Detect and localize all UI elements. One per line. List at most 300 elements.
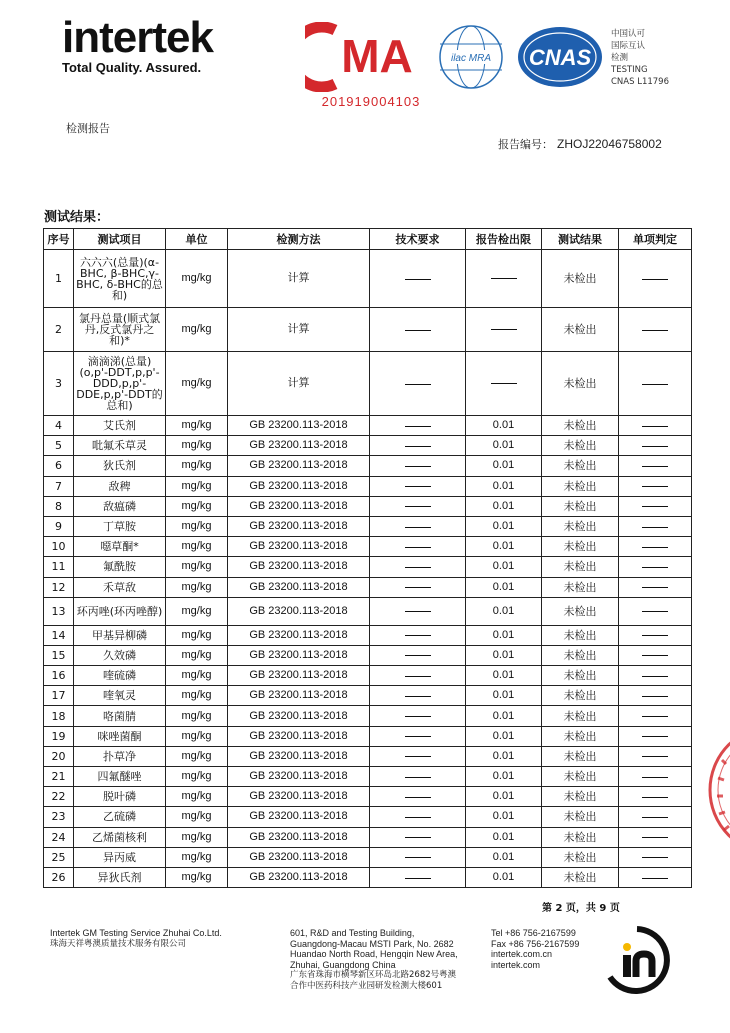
table-row — [44, 867, 692, 887]
cell-limit: 0.01 — [466, 436, 542, 456]
dash-mark — [642, 777, 668, 778]
cnas-info-line: 检测 — [611, 53, 629, 63]
cell-item: 滴滴涕(总量)(o,p'-DDT,p,p'-DDD,p,p'-DDE,p,p'-DDT的总和) — [74, 352, 166, 416]
logo-tagline: Total Quality. Assured. — [62, 60, 202, 75]
dash-mark — [405, 486, 431, 487]
cell-result: 未检出 — [542, 537, 619, 557]
dash-mark — [491, 278, 517, 279]
ilac-mra-mark — [438, 24, 504, 90]
dash-mark — [405, 426, 431, 427]
cell-method: GB 23200.113-2018 — [228, 787, 370, 807]
dash-mark — [405, 716, 431, 717]
cell-judgement — [619, 686, 692, 706]
cell-unit: mg/kg — [166, 706, 228, 726]
cell-method: GB 23200.113-2018 — [228, 516, 370, 536]
cell-unit: mg/kg — [166, 537, 228, 557]
cell-judgement — [619, 625, 692, 645]
table-row — [44, 625, 692, 645]
dash-mark — [642, 611, 668, 612]
table-row — [44, 476, 692, 496]
column-header: 单位 — [166, 229, 228, 250]
table-row — [44, 557, 692, 577]
cnas-info-line: 国际互认 — [611, 41, 646, 51]
table-row — [44, 577, 692, 597]
dash-mark — [642, 567, 668, 568]
cell-method: GB 23200.113-2018 — [228, 746, 370, 766]
page-indicator: 第 2 页，共 9 页 — [542, 903, 620, 914]
cell-limit: 0.01 — [466, 746, 542, 766]
dash-mark — [405, 736, 431, 737]
cell-judgement — [619, 436, 692, 456]
cell-unit: mg/kg — [166, 250, 228, 308]
cma-logo-icon — [305, 22, 437, 92]
cell-method: GB 23200.113-2018 — [228, 706, 370, 726]
dash-mark — [642, 384, 668, 385]
cell-result: 未检出 — [542, 516, 619, 536]
column-header: 报告检出限 — [466, 229, 542, 250]
cell-result: 未检出 — [542, 767, 619, 787]
cell-requirement — [370, 352, 466, 416]
cell-unit: mg/kg — [166, 767, 228, 787]
cell-item: 喹硫磷 — [74, 666, 166, 686]
cell-item: 乙硫磷 — [74, 807, 166, 827]
column-header: 序号 — [44, 229, 74, 250]
cell-requirement — [370, 645, 466, 665]
cell-limit: 0.01 — [466, 416, 542, 436]
cnas-info — [611, 28, 669, 88]
cell-item: 乙烯菌核利 — [74, 827, 166, 847]
cell-unit: mg/kg — [166, 847, 228, 867]
cell-result: 未检出 — [542, 726, 619, 746]
dash-mark — [642, 837, 668, 838]
cell-result: 未检出 — [542, 827, 619, 847]
dash-mark — [642, 696, 668, 697]
cnas-info-line: TESTING — [611, 65, 648, 75]
dash-mark — [642, 426, 668, 427]
cell-requirement — [370, 787, 466, 807]
cell-requirement — [370, 807, 466, 827]
dash-mark — [405, 547, 431, 548]
cell-judgement — [619, 416, 692, 436]
table-header-row — [44, 229, 692, 250]
table-row — [44, 767, 692, 787]
cell-judgement — [619, 476, 692, 496]
table-row — [44, 496, 692, 516]
report-number — [498, 136, 662, 152]
table-row — [44, 827, 692, 847]
cnas-info-line: CNAS L11796 — [611, 77, 669, 87]
cell-requirement — [370, 686, 466, 706]
cell-no: 9 — [44, 516, 74, 536]
dash-mark — [405, 756, 431, 757]
footer-company — [50, 928, 222, 949]
cell-item: 环丙唑(环丙唑醇) — [74, 597, 166, 625]
cell-no: 14 — [44, 625, 74, 645]
cell-judgement — [619, 827, 692, 847]
cell-no: 13 — [44, 597, 74, 625]
cell-requirement — [370, 577, 466, 597]
cell-item: 丁草胺 — [74, 516, 166, 536]
footer-company-cn: 珠海天祥粤澳质量技术服务有限公司 — [50, 938, 187, 949]
logo-word: intertek — [62, 13, 213, 62]
cell-limit: 0.01 — [466, 666, 542, 686]
cell-limit: 0.01 — [466, 686, 542, 706]
report-number-label: 报告编号： — [498, 138, 553, 151]
cell-method: GB 23200.113-2018 — [228, 476, 370, 496]
cell-requirement — [370, 416, 466, 436]
cell-method: GB 23200.113-2018 — [228, 456, 370, 476]
cell-method: GB 23200.113-2018 — [228, 577, 370, 597]
cell-limit: 0.01 — [466, 557, 542, 577]
cell-method: GB 23200.113-2018 — [228, 867, 370, 887]
column-header: 技术要求 — [370, 229, 466, 250]
cell-no: 2 — [44, 308, 74, 352]
cell-item: 六六六(总量)(α-BHC, β-BHC,γ-BHC, δ-BHC的总和) — [74, 250, 166, 308]
cell-no: 15 — [44, 645, 74, 665]
cell-result: 未检出 — [542, 597, 619, 625]
dash-mark — [405, 567, 431, 568]
cell-unit: mg/kg — [166, 308, 228, 352]
cell-method: 计算 — [228, 352, 370, 416]
cell-requirement — [370, 456, 466, 476]
dash-mark — [642, 716, 668, 717]
table-row — [44, 416, 692, 436]
cell-unit: mg/kg — [166, 666, 228, 686]
dash-mark — [405, 878, 431, 879]
cell-limit: 0.01 — [466, 625, 542, 645]
table-row — [44, 746, 692, 766]
cell-limit — [466, 308, 542, 352]
dash-mark — [405, 527, 431, 528]
dash-mark — [642, 857, 668, 858]
cell-item: 艾氏剂 — [74, 416, 166, 436]
cell-item: 禾草敌 — [74, 577, 166, 597]
cell-judgement — [619, 787, 692, 807]
cell-judgement — [619, 645, 692, 665]
cell-no: 22 — [44, 787, 74, 807]
footer-fax: Fax +86 756-2167599 — [491, 938, 580, 949]
footer-website: intertek.com — [491, 959, 541, 970]
cell-requirement — [370, 847, 466, 867]
cell-item: 异丙威 — [74, 847, 166, 867]
cell-no: 17 — [44, 686, 74, 706]
cell-item: 喹氧灵 — [74, 686, 166, 706]
cell-unit: mg/kg — [166, 726, 228, 746]
cell-item: 吡氟禾草灵 — [74, 436, 166, 456]
table-row — [44, 726, 692, 746]
cell-item: 敌稗 — [74, 476, 166, 496]
cell-requirement — [370, 625, 466, 645]
cell-method: GB 23200.113-2018 — [228, 537, 370, 557]
footer-tel: Tel +86 756-2167599 — [491, 928, 576, 938]
cell-result: 未检出 — [542, 352, 619, 416]
dash-mark — [642, 655, 668, 656]
dash-mark — [491, 383, 517, 384]
cell-item: 氟酰胺 — [74, 557, 166, 577]
dash-mark — [642, 736, 668, 737]
cell-judgement — [619, 726, 692, 746]
cell-judgement — [619, 516, 692, 536]
cell-limit: 0.01 — [466, 537, 542, 557]
table-row — [44, 787, 692, 807]
cell-limit: 0.01 — [466, 827, 542, 847]
cell-requirement — [370, 706, 466, 726]
dash-mark — [405, 466, 431, 467]
dash-mark — [405, 446, 431, 447]
cell-no: 24 — [44, 827, 74, 847]
cell-no: 25 — [44, 847, 74, 867]
footer-address-line: Huandao North Road, Hengqin New Area, — [290, 949, 458, 959]
cell-requirement — [370, 666, 466, 686]
cell-no: 1 — [44, 250, 74, 308]
cell-judgement — [619, 456, 692, 476]
cell-unit: mg/kg — [166, 625, 228, 645]
cell-method: GB 23200.113-2018 — [228, 827, 370, 847]
cell-method: GB 23200.113-2018 — [228, 645, 370, 665]
cell-judgement — [619, 537, 692, 557]
cell-requirement — [370, 250, 466, 308]
footer-address-line: Zhuhai, Guangdong China — [290, 959, 396, 970]
cell-no: 3 — [44, 352, 74, 416]
cell-limit: 0.01 — [466, 516, 542, 536]
table-row — [44, 686, 692, 706]
dash-mark — [491, 329, 517, 330]
cell-item: 甲基异柳磷 — [74, 625, 166, 645]
dash-mark — [405, 797, 431, 798]
column-header: 测试结果 — [542, 229, 619, 250]
cell-unit: mg/kg — [166, 496, 228, 516]
cell-method: GB 23200.113-2018 — [228, 847, 370, 867]
dash-mark — [642, 527, 668, 528]
cell-unit: mg/kg — [166, 557, 228, 577]
cell-unit: mg/kg — [166, 436, 228, 456]
cell-method: GB 23200.113-2018 — [228, 807, 370, 827]
section-title: 测试结果： — [44, 210, 110, 225]
cell-result: 未检出 — [542, 476, 619, 496]
dash-mark — [642, 486, 668, 487]
dash-mark — [405, 696, 431, 697]
cell-judgement — [619, 557, 692, 577]
cell-judgement — [619, 250, 692, 308]
cnas-text: CNAS — [528, 45, 592, 70]
cell-unit: mg/kg — [166, 807, 228, 827]
cell-method: GB 23200.113-2018 — [228, 416, 370, 436]
cell-method: GB 23200.113-2018 — [228, 625, 370, 645]
cell-no: 8 — [44, 496, 74, 516]
column-header: 单项判定 — [619, 229, 692, 250]
footer-address — [290, 928, 458, 991]
dash-mark — [405, 384, 431, 385]
cell-result: 未检出 — [542, 625, 619, 645]
results-table-body — [44, 250, 692, 888]
cell-judgement — [619, 807, 692, 827]
cell-result: 未检出 — [542, 496, 619, 516]
cell-judgement — [619, 577, 692, 597]
table-row — [44, 645, 692, 665]
footer-address-line: Guangdong-Macau MSTI Park, No. 2682 — [290, 938, 454, 949]
table-row — [44, 537, 692, 557]
dash-mark — [405, 611, 431, 612]
table-row — [44, 666, 692, 686]
cell-limit: 0.01 — [466, 767, 542, 787]
cell-result: 未检出 — [542, 308, 619, 352]
cell-item: 久效磷 — [74, 645, 166, 665]
results-table — [43, 228, 692, 888]
cell-unit: mg/kg — [166, 352, 228, 416]
cma-number: 201919004103 — [321, 94, 421, 109]
dash-mark — [642, 817, 668, 818]
cnas-mark — [516, 24, 604, 90]
cell-limit: 0.01 — [466, 706, 542, 726]
table-row — [44, 436, 692, 456]
cell-no: 4 — [44, 416, 74, 436]
cell-unit: mg/kg — [166, 746, 228, 766]
cell-requirement — [370, 597, 466, 625]
cnas-info-line: 中国认可 — [611, 29, 646, 39]
table-row — [44, 807, 692, 827]
cma-certification-mark — [305, 22, 437, 109]
cell-unit: mg/kg — [166, 476, 228, 496]
table-row — [44, 597, 692, 625]
cell-no: 21 — [44, 767, 74, 787]
cell-requirement — [370, 726, 466, 746]
dash-mark — [405, 676, 431, 677]
cell-judgement — [619, 867, 692, 887]
cell-requirement — [370, 496, 466, 516]
dash-mark — [405, 635, 431, 636]
dash-mark — [642, 756, 668, 757]
cell-item: 脱叶磷 — [74, 787, 166, 807]
dash-mark — [642, 279, 668, 280]
footer-contact — [491, 928, 579, 970]
cell-method: GB 23200.113-2018 — [228, 666, 370, 686]
cell-requirement — [370, 867, 466, 887]
cell-method: GB 23200.113-2018 — [228, 557, 370, 577]
cell-item: 咪唑菌酮 — [74, 726, 166, 746]
cell-item: 异狄氏剂 — [74, 867, 166, 887]
cell-requirement — [370, 767, 466, 787]
cell-method: 计算 — [228, 250, 370, 308]
cell-no: 23 — [44, 807, 74, 827]
table-row — [44, 847, 692, 867]
cell-item: 氯丹总量(顺式氯丹,反式氯丹之和)* — [74, 308, 166, 352]
cell-limit — [466, 352, 542, 416]
dash-mark — [405, 587, 431, 588]
report-number-value: ZHOJ22046758002 — [557, 137, 662, 151]
cell-limit: 0.01 — [466, 807, 542, 827]
cell-judgement — [619, 352, 692, 416]
cell-method: GB 23200.113-2018 — [228, 496, 370, 516]
footer-address-line: 合作中医药科技产业园研发检测大楼601 — [290, 980, 443, 991]
cell-result: 未检出 — [542, 577, 619, 597]
dash-mark — [405, 506, 431, 507]
table-row — [44, 706, 692, 726]
cell-method: 计算 — [228, 308, 370, 352]
dash-mark — [405, 330, 431, 331]
cell-no: 20 — [44, 746, 74, 766]
ilac-text: ilac MRA — [450, 53, 492, 64]
cell-unit: mg/kg — [166, 577, 228, 597]
cell-limit: 0.01 — [466, 787, 542, 807]
dash-mark — [642, 330, 668, 331]
cell-no: 12 — [44, 577, 74, 597]
footer-address-line: 601, R&D and Testing Building, — [290, 928, 415, 938]
dash-mark — [642, 446, 668, 447]
cell-judgement — [619, 847, 692, 867]
cell-no: 16 — [44, 666, 74, 686]
dash-mark — [405, 655, 431, 656]
cell-unit: mg/kg — [166, 516, 228, 536]
cell-method: GB 23200.113-2018 — [228, 597, 370, 625]
cell-method: GB 23200.113-2018 — [228, 726, 370, 746]
cell-requirement — [370, 827, 466, 847]
footer-address-line: 广东省珠海市横琴新区环岛北路2682号粤澳 — [290, 970, 457, 980]
cell-result: 未检出 — [542, 847, 619, 867]
cell-no: 5 — [44, 436, 74, 456]
cell-method: GB 23200.113-2018 — [228, 767, 370, 787]
footer-company-en: Intertek GM Testing Service Zhuhai Co.Ltd. — [50, 928, 222, 938]
cell-no: 7 — [44, 476, 74, 496]
column-header: 检测方法 — [228, 229, 370, 250]
cell-result: 未检出 — [542, 436, 619, 456]
cell-method: GB 23200.113-2018 — [228, 686, 370, 706]
cell-unit: mg/kg — [166, 456, 228, 476]
cell-requirement — [370, 557, 466, 577]
dash-mark — [642, 587, 668, 588]
cell-limit: 0.01 — [466, 726, 542, 746]
dash-mark — [642, 506, 668, 507]
column-header: 测试项目 — [74, 229, 166, 250]
cell-unit: mg/kg — [166, 597, 228, 625]
cell-result: 未检出 — [542, 250, 619, 308]
dash-mark — [405, 857, 431, 858]
cell-unit: mg/kg — [166, 416, 228, 436]
cell-limit: 0.01 — [466, 456, 542, 476]
dash-mark — [405, 279, 431, 280]
cell-requirement — [370, 476, 466, 496]
intertek-logo — [62, 14, 213, 75]
dash-mark — [642, 547, 668, 548]
dash-mark — [642, 878, 668, 879]
cell-item: 四氟醚唑 — [74, 767, 166, 787]
dash-mark — [642, 635, 668, 636]
cell-item: 狄氏剂 — [74, 456, 166, 476]
dash-mark — [642, 466, 668, 467]
table-row — [44, 456, 692, 476]
cell-limit — [466, 250, 542, 308]
dash-mark — [405, 837, 431, 838]
company-seal-icon — [704, 720, 730, 860]
cell-item: 噁草酮* — [74, 537, 166, 557]
table-row — [44, 352, 692, 416]
cma-mark-text: MA — [341, 30, 413, 82]
cell-result: 未检出 — [542, 557, 619, 577]
cell-limit: 0.01 — [466, 476, 542, 496]
cell-no: 18 — [44, 706, 74, 726]
cell-requirement — [370, 516, 466, 536]
cell-result: 未检出 — [542, 867, 619, 887]
cell-result: 未检出 — [542, 807, 619, 827]
cell-requirement — [370, 537, 466, 557]
cell-no: 19 — [44, 726, 74, 746]
dash-mark — [642, 676, 668, 677]
cell-item: 咯菌腈 — [74, 706, 166, 726]
cell-judgement — [619, 767, 692, 787]
report-label: 检测报告 — [66, 122, 110, 135]
cell-result: 未检出 — [542, 416, 619, 436]
cell-judgement — [619, 746, 692, 766]
table-row — [44, 516, 692, 536]
